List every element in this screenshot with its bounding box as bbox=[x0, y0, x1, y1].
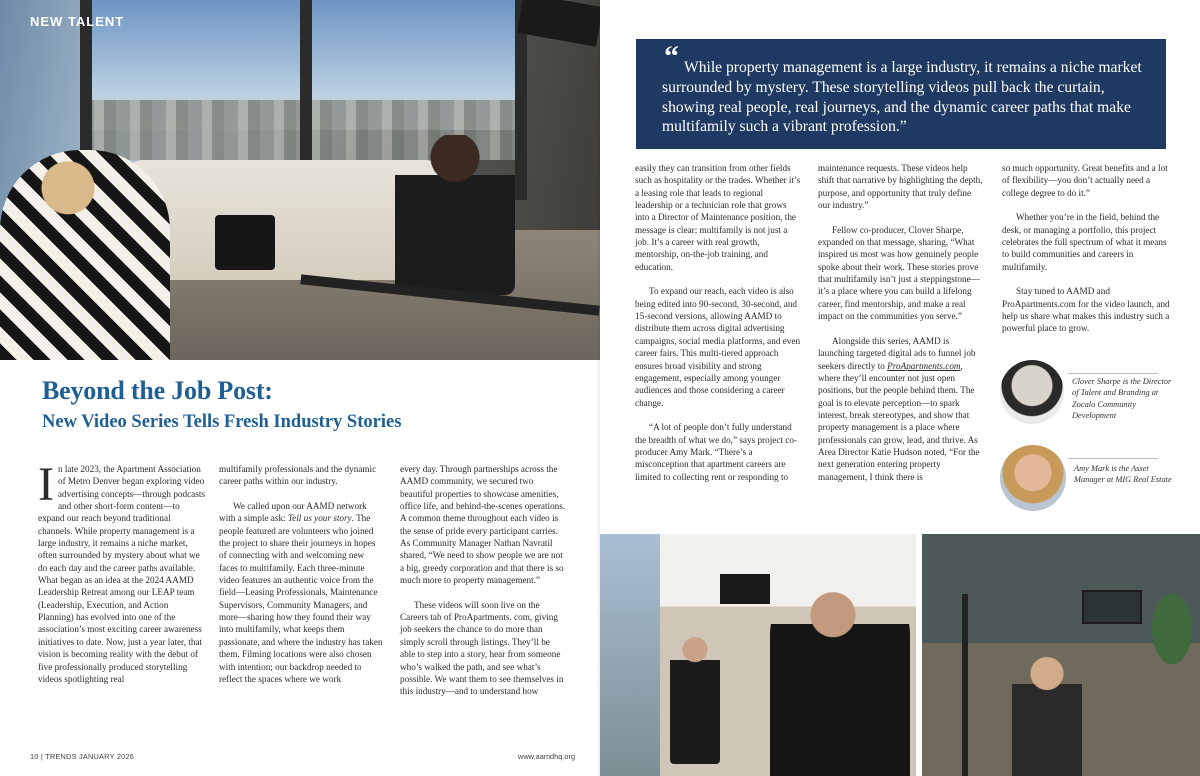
hero-photo-interview-set bbox=[0, 0, 600, 360]
drop-cap: I bbox=[38, 458, 54, 511]
article-paragraph: Alongside this series, AAMD is launching targeted digital ads to funnel job seekers directly to ProApartments.com, where they’ll encounter not just open positions, but the people behind them. The goal is to elevate perception—to spark interest, break stereotypes, and show that property management is a place where professionals can grow, lead, and thrive. As Area Director Katie Hudson noted, “For the next generation entering property management, I think there is bbox=[818, 335, 980, 482]
subheadline: New Video Series Tells Fresh Industry Stories bbox=[42, 412, 402, 432]
article-paragraph: We called upon our AAMD network with a simple ask: Tell us your story. The people featured are volunteers who joined the project to share their journeys in hopes of connecting with and welcoming new faces to multifamily. Each three-minute video features an authentic voice from the field—Leasing Professionals, Maintenance Supervisors, Community Managers, and more—sharing how they found their way into multifamily, what keeps them passionate, and where the industry has taken them. Filming locations were also chosen with intention; our backdrop needed to reflect the spaces where we work bbox=[219, 501, 383, 684]
bio-amy-mark: Amy Mark is the Asset Manager at MIG Real Estate bbox=[1074, 464, 1172, 485]
photo-plant bbox=[1152, 594, 1192, 664]
article-paragraph: “A lot of people don’t fully understand the breadth of what we do,” says project co-producer Amy Mark. “There’s a misconception that apartment careers are limited to collecting rent or responding to bbox=[635, 422, 797, 482]
page-folio: 10 | TRENDS JANUARY 2026 bbox=[30, 752, 135, 761]
photo-tripod bbox=[962, 594, 968, 776]
article-column-6 bbox=[1002, 162, 1170, 347]
photo-window bbox=[600, 534, 660, 776]
emphasis-text: Tell us your story bbox=[287, 513, 352, 524]
photo-crew-member bbox=[1012, 654, 1082, 776]
avatar-amy-mark bbox=[1000, 445, 1066, 511]
hero-photo-softbox bbox=[517, 0, 600, 47]
section-tag: NEW TALENT bbox=[30, 14, 125, 29]
hero-photo-camera-secondary bbox=[215, 215, 275, 270]
headline: Beyond the Job Post: bbox=[42, 376, 273, 405]
avatar-clover-sharpe bbox=[1000, 360, 1064, 424]
photo-wall-screen bbox=[1082, 590, 1142, 624]
article-column-1 bbox=[38, 458, 206, 698]
photo-softbox bbox=[720, 574, 770, 604]
bio-divider bbox=[1068, 458, 1158, 459]
article-paragraph: easily they can transition from other fields such as hospitality or the trades. Whether it’s a leasing role that leads to regional leadership or a technician role that grows into a Director of Maintenance position, the message is clear: multifamily is not just a job. It’s a career with real growth, mentorship, on-the-job training, and education. bbox=[635, 163, 801, 272]
article-paragraph: n late 2023, the Apartment Association of Metro Denver began exploring video advertising concepts—through podcasts and other short-form content—to expand our reach beyond traditional channels. While property management is a large industry, it remains a niche market, often surrounded by mystery about what we do each day and the career paths available. What began as an idea at the 2024 AAMD Leadership Retreat among our LEAP team (Leadership, Execution, and Action Planning) has evolved into one of the association’s most exciting career awareness initiatives to date. Now, just a year later, that vision is becoming reality with the debut of five professionally produced storytelling videos spotlighting real bbox=[38, 464, 205, 684]
photo-seated-subject bbox=[670, 634, 720, 764]
website-url: www.aamdhq.org bbox=[518, 752, 576, 761]
quote-mark-icon: “ bbox=[664, 40, 679, 73]
bio-clover-sharpe: Clover Sharpe is the Director of Talent and Branding at Zocalo Community Development bbox=[1072, 377, 1172, 421]
article-paragraph: multifamily professionals and the dynamic career paths within our industry. bbox=[219, 464, 377, 487]
article-column-2 bbox=[219, 463, 385, 698]
article-paragraph: These videos will soon live on the Careers tab of ProApartments. com, giving job seekers the chance to do more than simply scroll through listings. They’ll be able to step into a story, hear from someone who’s walked the path, and see what’s possible. We want them to see themselves in this industry—and to understand how bbox=[400, 599, 564, 697]
hero-photo-interviewer bbox=[0, 150, 170, 360]
proapartments-link[interactable]: ProApartments.com bbox=[887, 360, 961, 371]
article-paragraph: Whether you’re in the field, behind the desk, or managing a portfolio, this project celebrates the full spectrum of what it means to build communities and careers in multifamily. bbox=[1002, 212, 1167, 272]
article-paragraph: so much opportunity. Great benefits and a lot of flexibility—you don’t actually need a college degree to do it.” bbox=[1002, 163, 1168, 198]
article-paragraph: Fellow co-producer, Clover Sharpe, expanded on that message, sharing, “What inspired us most was how genuinely people spoke about their work. These stories prove that multifamily isn’t just a steppingstone—it’s a place where you can build a lifelong career, find mentorship, and make a real impact on the communities you serve.” bbox=[818, 224, 980, 322]
article-paragraph: maintenance requests. These videos help shift that narrative by highlighting the depth, purpose, and opportunity that truly define our industry.” bbox=[818, 163, 983, 211]
article-column-3 bbox=[400, 463, 566, 710]
photo-film-crew bbox=[922, 534, 1200, 776]
photo-camera-operator bbox=[770, 584, 910, 776]
photo-interview-subject bbox=[600, 534, 916, 776]
article-paragraph: To expand our reach, each video is also being edited into 90-second, 30-second, and 15-second versions, allowing AAMD to distribute them across digital advertising campaigns, social media platforms, and even career fairs. This multi-tiered approach ensures broad visibility and strong engagement, especially among younger audiences and those considering a career change. bbox=[635, 286, 801, 408]
article-paragraph: Stay tuned to AAMD and ProApartments.com for the video launch, and help us share what makes this industry such a powerful place to grow. bbox=[1002, 286, 1170, 334]
article-column-4 bbox=[635, 162, 801, 495]
article-column-5 bbox=[818, 162, 984, 495]
article-paragraph: every day. Through partnerships across the AAMD community, we secured two beautiful properties to showcase amenities, office life, and behind-the-scenes operations. A common theme throughout each video is the sense of pride every participant carries. As Community Manager Nathan Navratil shared, “We need to show people we are not a big, greedy corporation and that there is so much more to property management.” bbox=[400, 464, 566, 586]
pull-quote-text: While property management is a large industry, it remains a niche market surrounded by mystery. These storytelling videos pull back the curtain, showing real people, real journeys, and the dynamic career paths that make multifamily such a vibrant profession.” bbox=[662, 59, 1142, 136]
bio-divider bbox=[1068, 373, 1158, 374]
hero-photo-camera bbox=[395, 205, 475, 265]
